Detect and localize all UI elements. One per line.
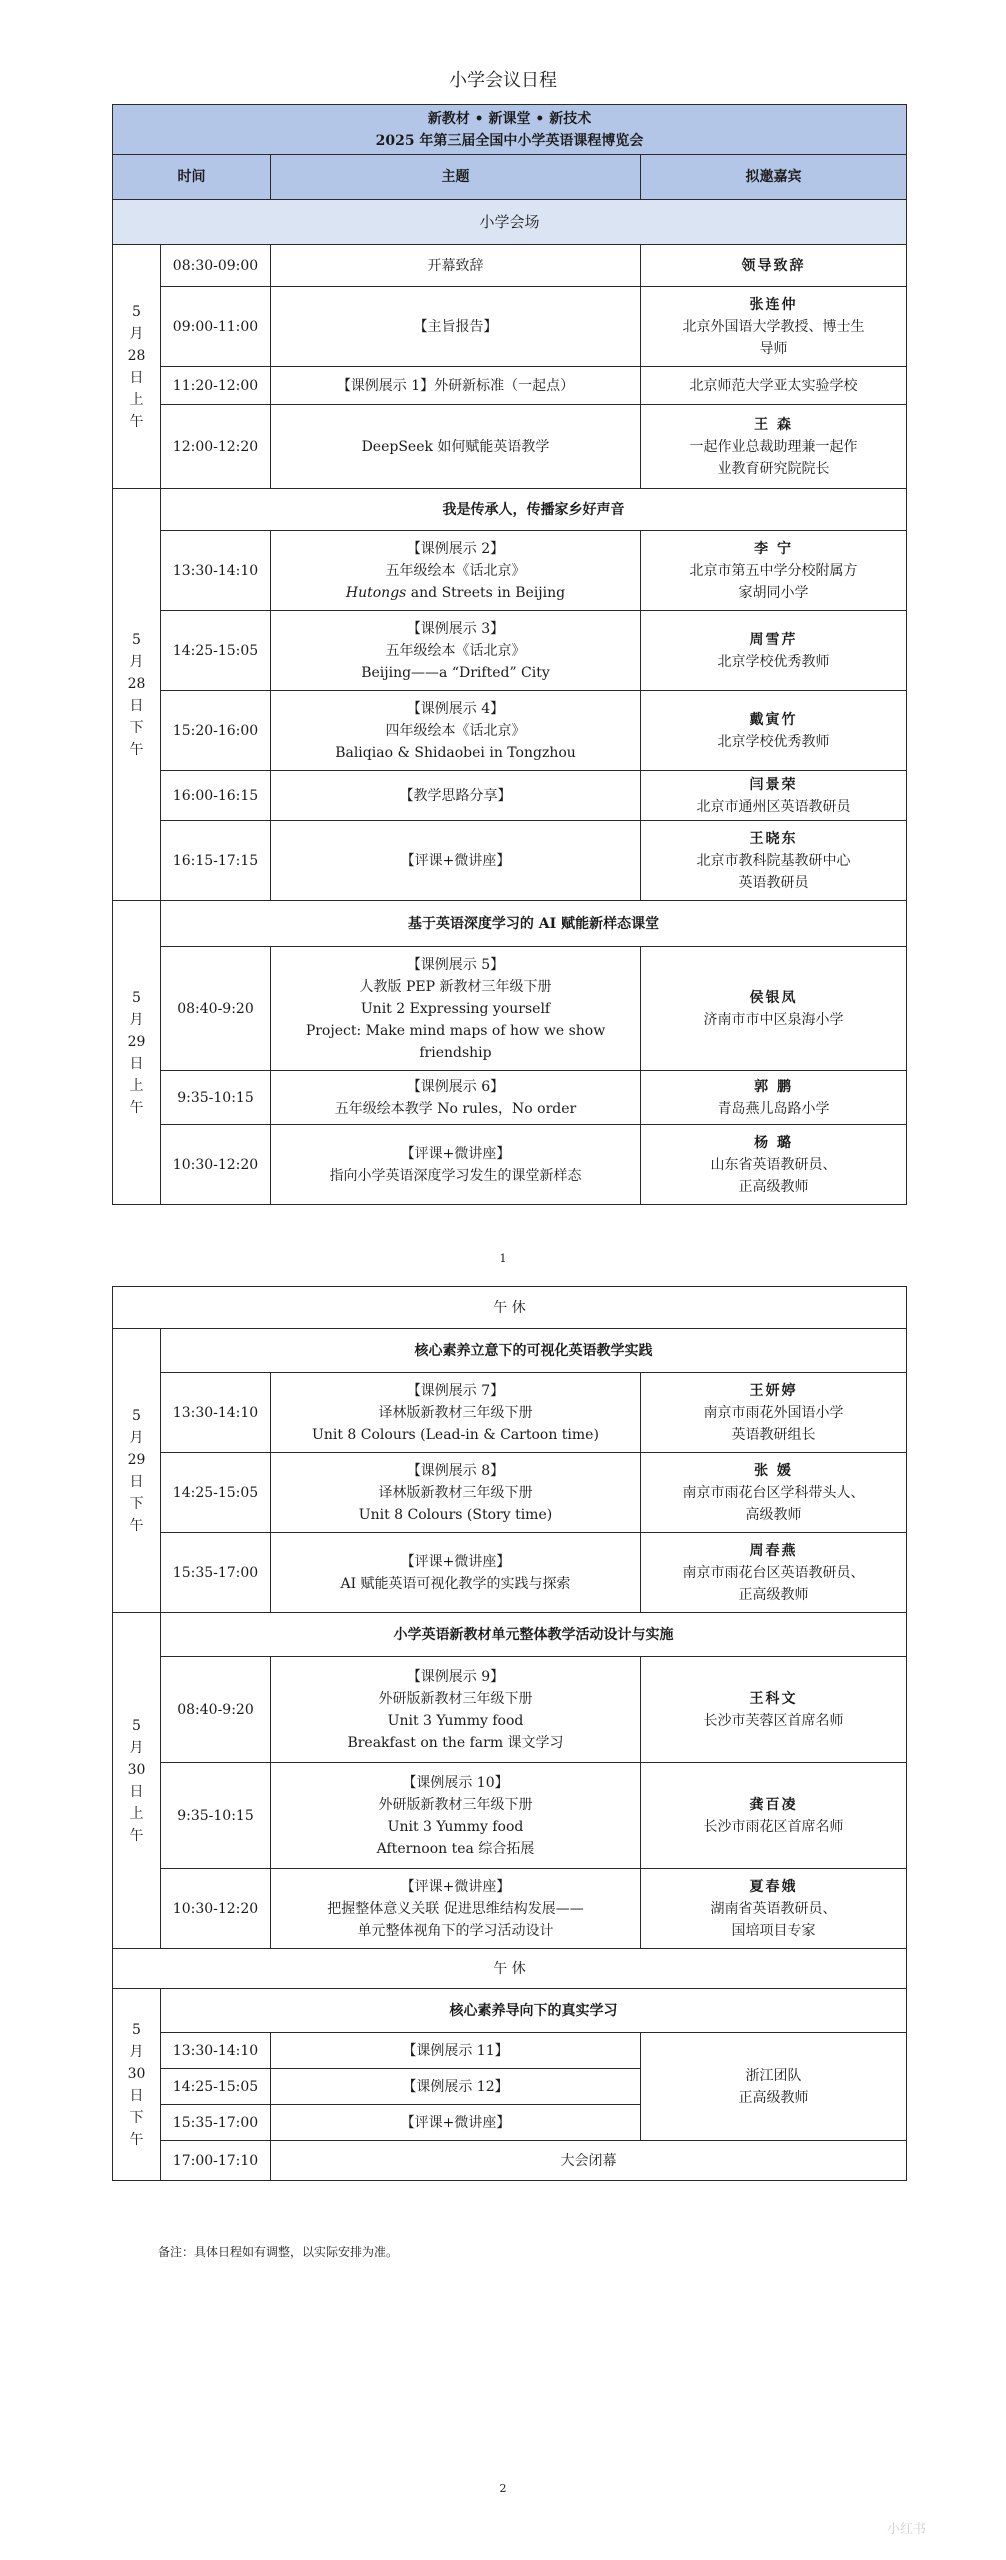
time-cell: 10:30-12:20 <box>161 1869 271 1949</box>
guest-cell: 侯银凤 济南市市中区泉海小学 <box>641 947 907 1071</box>
time-cell: 9:35-10:15 <box>161 1763 271 1869</box>
conference-header <box>113 105 907 155</box>
guest-cell: 夏春娥 湖南省英语教研员、 国培项目专家 <box>641 1869 907 1949</box>
topic-cell: 开幕致辞 <box>271 245 641 287</box>
col-header-time: 时间 <box>113 155 271 200</box>
guest-cell: 领导致辞 <box>641 245 907 287</box>
time-cell: 15:20-16:00 <box>161 691 271 771</box>
guest-cell: 王 森 一起作业总裁助理兼一起作 业教育研究院院长 <box>641 405 907 489</box>
time-cell: 16:00-16:15 <box>161 771 271 821</box>
time-cell: 14:25-15:05 <box>161 611 271 691</box>
session-theme: 我是传承人，传播家乡好声音 <box>161 489 907 531</box>
date-cell: 5 月 28 日 上 午 <box>113 245 161 489</box>
watermark: 小红书 <box>886 2522 926 2537</box>
schedule-table-page1 <box>112 104 907 1205</box>
header-line2: 2025 年第三届全国中小学英语课程博览会 <box>375 132 644 149</box>
topic-cell: 【课例展示 4】 四年级绘本《话北京》 Baliqiao & Shidaobei in Tongzhou <box>271 691 641 771</box>
topic-cell: 【课例展示 9】 外研版新教材三年级下册 Unit 3 Yummy food Breakfast on the farm 课文学习 <box>271 1657 641 1763</box>
page-number: 1 <box>499 1252 507 1265</box>
topic-cell: 【评课+微讲座】 <box>271 821 641 901</box>
topic-cell: 【课例展示 1】外研新标准（一起点） <box>271 367 641 405</box>
time-cell: 17:00-17:10 <box>161 2141 271 2181</box>
topic-cell: 【课例展示 10】 外研版新教材三年级下册 Unit 3 Yummy food Afternoon tea 综合拓展 <box>271 1763 641 1869</box>
topic-cell: 【评课+微讲座】 <box>271 2105 641 2141</box>
guest-cell: 周雪芹 北京学校优秀教师 <box>641 611 907 691</box>
time-cell: 15:35-17:00 <box>161 1533 271 1613</box>
guest-cell: 杨 璐 山东省英语教研员、 正高级教师 <box>641 1125 907 1205</box>
guest-cell: 浙江团队 正高级教师 <box>641 2033 907 2141</box>
time-cell: 11:20-12:00 <box>161 367 271 405</box>
guest-cell: 张连仲 北京外国语大学教授、博士生 导师 <box>641 287 907 367</box>
date-cell: 5 月 29 日 下 午 <box>113 1329 161 1613</box>
time-cell: 13:30-14:10 <box>161 531 271 611</box>
session-theme: 基于英语深度学习的 AI 赋能新样态课堂 <box>161 901 907 947</box>
time-cell: 15:35-17:00 <box>161 2105 271 2141</box>
header-line1: 新教材 • 新课堂 • 新技术 <box>427 110 592 127</box>
topic-cell: 【课例展示 8】 译林版新教材三年级下册 Unit 8 Colours (Story time) <box>271 1453 641 1533</box>
topic-cell: 【评课+微讲座】 AI 赋能英语可视化教学的实践与探索 <box>271 1533 641 1613</box>
guest-cell: 闫景荣 北京市通州区英语教研员 <box>641 771 907 821</box>
guest-cell: 龚百凌 长沙市雨花区首席名师 <box>641 1763 907 1869</box>
col-header-topic: 主题 <box>271 155 641 200</box>
time-cell: 9:35-10:15 <box>161 1071 271 1125</box>
time-cell: 14:25-15:05 <box>161 1453 271 1533</box>
time-cell: 13:30-14:10 <box>161 1373 271 1453</box>
time-cell: 08:30-09:00 <box>161 245 271 287</box>
topic-cell: 【课例展示 6】 五年级绘本教学 No rules，No order <box>271 1071 641 1125</box>
session-theme: 小学英语新教材单元整体教学活动设计与实施 <box>161 1613 907 1657</box>
topic-cell: DeepSeek 如何赋能英语教学 <box>271 405 641 489</box>
topic-cell: 【课例展示 12】 <box>271 2069 641 2105</box>
time-cell: 09:00-11:00 <box>161 287 271 367</box>
schedule-table-page2 <box>112 1286 907 2181</box>
page-title: 小学会议日程 <box>449 70 557 91</box>
guest-cell: 王晓东 北京市教科院基教研中心 英语教研员 <box>641 821 907 901</box>
page-number: 2 <box>499 2482 507 2495</box>
date-cell: 5 月 30 日 上 午 <box>113 1613 161 1949</box>
topic-cell: 【课例展示 11】 <box>271 2033 641 2069</box>
time-cell: 10:30-12:20 <box>161 1125 271 1205</box>
time-cell: 08:40-9:20 <box>161 947 271 1071</box>
col-header-guest: 拟邀嘉宾 <box>641 155 907 200</box>
guest-cell: 张 媛 南京市雨花台区学科带头人、 高级教师 <box>641 1453 907 1533</box>
date-cell: 5 月 28 日 下 午 <box>113 489 161 901</box>
topic-cell: 【评课+微讲座】 指向小学英语深度学习发生的课堂新样态 <box>271 1125 641 1205</box>
time-cell: 12:00-12:20 <box>161 405 271 489</box>
topic-cell: 【课例展示 5】 人教版 PEP 新教材三年级下册 Unit 2 Expressing yourself Project: Make mind maps of how we show friendship <box>271 947 641 1071</box>
time-cell: 13:30-14:10 <box>161 2033 271 2069</box>
topic-cell: 【课例展示 3】 五年级绘本《话北京》 Beijing——a “Drifted” City <box>271 611 641 691</box>
time-cell: 14:25-15:05 <box>161 2069 271 2105</box>
guest-cell: 周春燕 南京市雨花台区英语教研员、 正高级教师 <box>641 1533 907 1613</box>
closing-cell: 大会闭幕 <box>271 2141 907 2181</box>
lunch-break-row: 午 休 <box>113 1949 907 1989</box>
topic-cell: 【评课+微讲座】 把握整体意义关联 促进思维结构发展—— 单元整体视角下的学习活动设计 <box>271 1869 641 1949</box>
session-theme: 核心素养导向下的真实学习 <box>161 1989 907 2033</box>
topic-cell: 【教学思路分享】 <box>271 771 641 821</box>
date-cell: 5 月 29 日 上 午 <box>113 901 161 1205</box>
footnote: 备注：具体日程如有调整，以实际安排为准。 <box>158 2245 399 2259</box>
topic-cell: 【课例展示 2】 五年级绘本《话北京》 Hutongs and Streets in Beijing <box>271 531 641 611</box>
guest-cell: 北京师范大学亚太实验学校 <box>641 367 907 405</box>
guest-cell: 王科文 长沙市芙蓉区首席名师 <box>641 1657 907 1763</box>
lunch-break-row: 午 休 <box>113 1287 907 1329</box>
date-cell: 5 月 30 日 下 午 <box>113 1989 161 2181</box>
session-theme: 核心素养立意下的可视化英语教学实践 <box>161 1329 907 1373</box>
topic-cell: 【课例展示 7】 译林版新教材三年级下册 Unit 8 Colours (Lead-in & Cartoon time) <box>271 1373 641 1453</box>
guest-cell: 郭 鹏 青岛燕儿岛路小学 <box>641 1071 907 1125</box>
venue-row: 小学会场 <box>113 200 907 245</box>
guest-cell: 李 宁 北京市第五中学分校附属方 家胡同小学 <box>641 531 907 611</box>
time-cell: 16:15-17:15 <box>161 821 271 901</box>
guest-cell: 戴寅竹 北京学校优秀教师 <box>641 691 907 771</box>
topic-cell: 【主旨报告】 <box>271 287 641 367</box>
guest-cell: 王妍婷 南京市雨花外国语小学 英语教研组长 <box>641 1373 907 1453</box>
time-cell: 08:40-9:20 <box>161 1657 271 1763</box>
